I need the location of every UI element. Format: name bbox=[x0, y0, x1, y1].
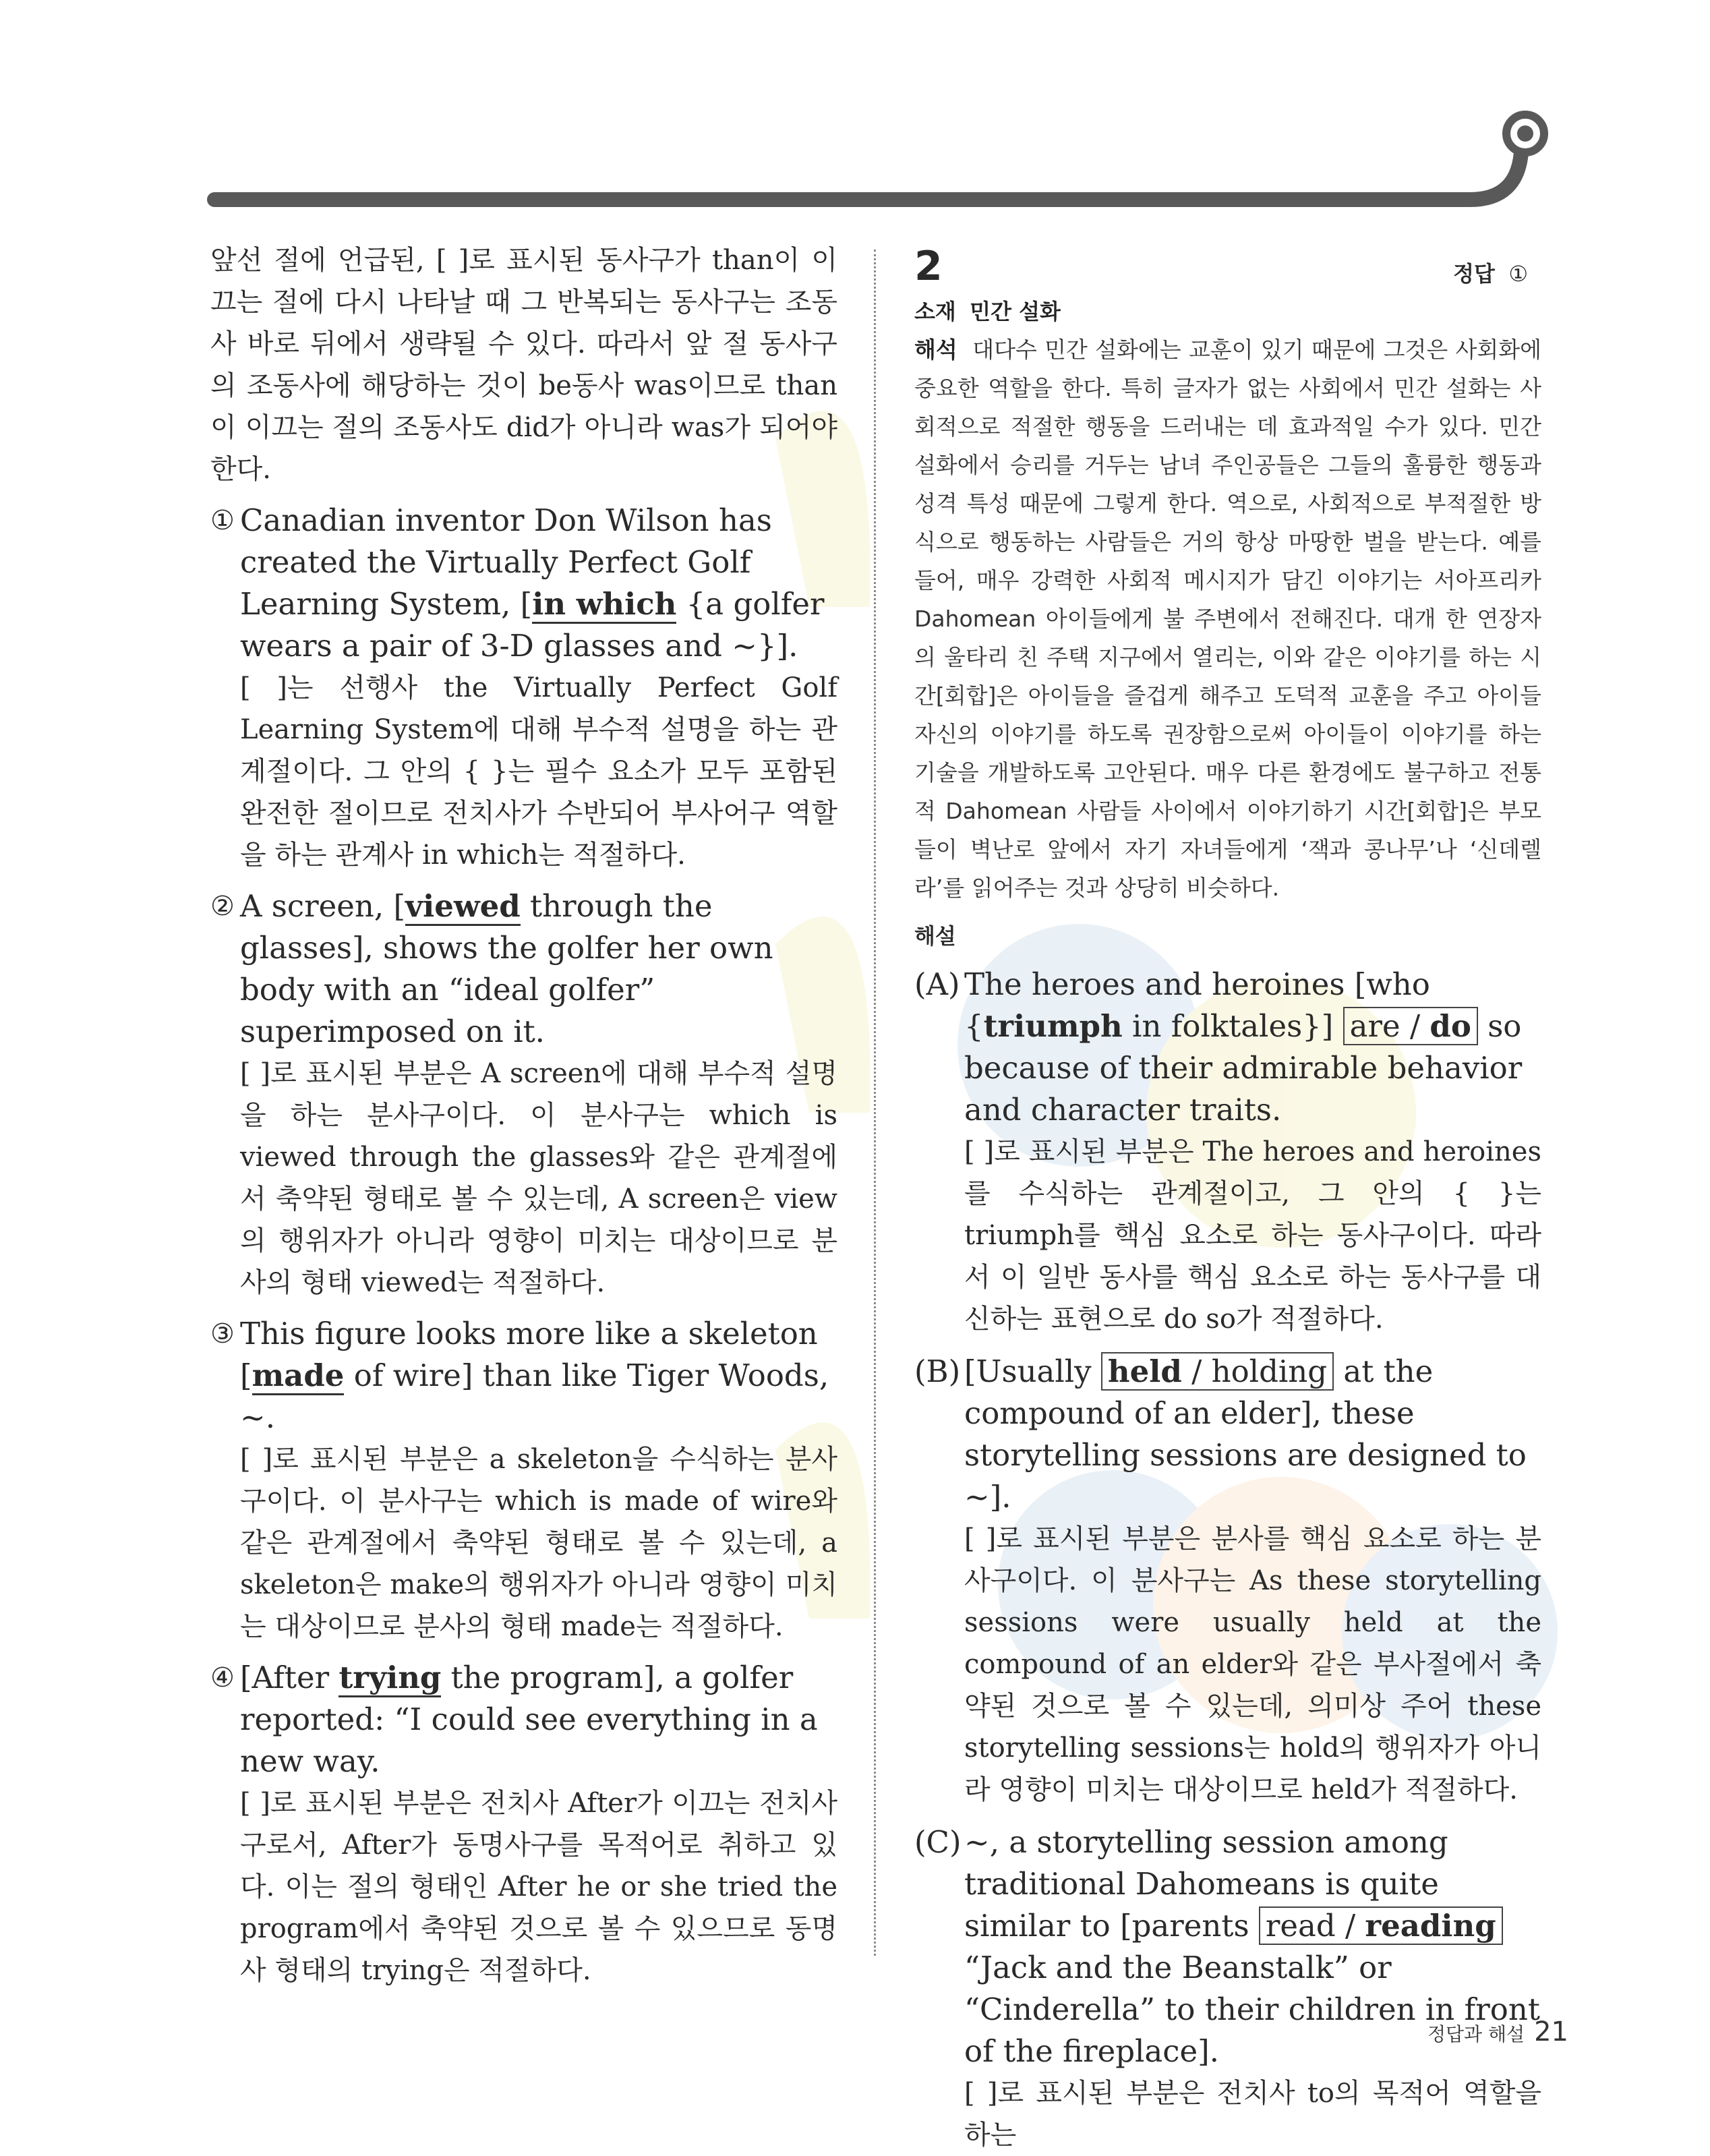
explanation-item-2 bbox=[210, 885, 837, 1304]
grammar-note: [ ]로 표시된 부분은 A screen에 대해 부수적 설명을 하는 분사구이다. 이 분사구는 which is viewed through the glasses와 같은 관계절에서 축약된 형태로 볼 수 있는데, A screen은 view의 행위자가 아니라 영향이 미치는 대상이므로 분사의 형태 viewed는 적절하다. bbox=[240, 1058, 837, 1298]
key-expression: in which bbox=[532, 586, 676, 624]
grammar-note: [ ]로 표시된 부분은 a skeleton을 수식하는 분사구이다. 이 분사구는 which is made of wire와 같은 관계절에서 축약된 형태로 볼 수 있는데, a skeleton은 make의 행위자가 아니라 영향이 미치는 대상이므로 분사의 형태 made는 적절하다. bbox=[240, 1444, 837, 1642]
example-sentence: The heroes and heroines [who {triumph in folktales}] are / do so because of their admirable behavior and character traits. bbox=[964, 966, 1523, 1128]
example-sentence: [After trying the program], a golfer reported: “I could see everything in a new way. bbox=[240, 1660, 818, 1779]
item-letter: (A) bbox=[914, 966, 960, 1002]
item-number: ④ bbox=[210, 1662, 235, 1693]
header-bar bbox=[0, 0, 1710, 229]
explanation-item-a bbox=[914, 964, 1541, 1340]
grammar-note: [ ]로 표시된 부분은 전치사 to의 목적어 역할을 하는 bbox=[964, 2078, 1541, 2151]
column-divider bbox=[874, 250, 876, 1956]
footer-text: 정답과 해설 bbox=[1427, 2023, 1525, 2045]
explanation-item-b bbox=[914, 1351, 1541, 1811]
item-number: ① bbox=[210, 505, 235, 536]
topic-line: 소재 민간 설화 bbox=[914, 299, 1061, 324]
example-sentence: This figure looks more like a skeleton [made of wire] than like Tiger Woods, ~. bbox=[240, 1316, 829, 1435]
explanation-item-3 bbox=[210, 1313, 837, 1648]
example-sentence: Canadian inventor Don Wilson has created the Virtually Perfect Golf Learning System, [in which {a golfer wears a pair of 3-D glasses and ~}]. bbox=[240, 502, 825, 664]
translation-paragraph: 해석 대다수 민간 설화에는 교훈이 있기 때문에 그것은 사회화에 중요한 역할을 한다. 특히 글자가 없는 사회에서 민간 설화는 사회적으로 적절한 행동을 드러내는 데 효과적일 수가 있다. 민간 설화에서 승리를 거두는 남녀 주인공들은 그들의 훌륭한 행동과 성격 특성 때문에 그렇게 한다. 역으로, 사회적으로 부적절한 방식으로 행동하는 사람들은 거의 항상 마땅한 벌을 받는다. 예를 들어, 매우 강력한 사회적 메시지가 담긴 이야기는 서아프리카 Dahomean 아이들에게 불 주변에서 전해진다. 대개 한 연장자의 울타리 친 주택 지구에서 열리는, 이와 같은 이야기를 하는 시간[회합]은 아이들을 즐겁게 해주고 도덕적 교훈을 주고 아이들 자신의 이야기를 하도록 권장함으로써 아이들이 이야기를 하는 기술을 개발하도록 고안된다. 매우 다른 환경에도 불구하고 전통적 Dahomean 사람들 사이에서 이야기하기 시간[회합]은 부모들이 벽난로 앞에서 자기 자녀들에게 ‘잭과 콩나무’나 ‘신데렐라’를 읽어주는 것과 상당히 비슷하다. bbox=[914, 337, 1541, 901]
explanation-item-c bbox=[914, 1822, 1541, 2156]
left-column bbox=[210, 239, 837, 1991]
example-sentence: [Usually held / holding at the compound of an elder], these storytelling sessions are designed to ~]. bbox=[964, 1353, 1527, 1515]
page-number: 21 bbox=[1534, 2016, 1568, 2047]
grammar-note: [ ]로 표시된 부분은 분사를 핵심 요소로 하는 분사구이다. 이 분사구는 As these storytelling sessions were usually held at the compound of an elder와 같은 부사절에서 축약된 것으로 볼 수 있는데, 의미상 주어 these storytelling sessions는 hold의 행위자가 아니라 영향이 미치는 대상이므로 held가 적절하다. bbox=[964, 1523, 1541, 1805]
grammar-note: [ ]로 표시된 부분은 The heroes and heroines를 수식하는 관계절이고, 그 안의 { }는 triumph를 핵심 요소로 하는 동사구이다. 따라서 이 일반 동사를 핵심 요소로 하는 동사구를 대신하는 표현으로 do so가 적절하다. bbox=[964, 1136, 1541, 1335]
answer-choice-box: read / reading bbox=[1259, 1906, 1503, 1945]
item-number: ③ bbox=[210, 1318, 235, 1349]
explanation-label: 해설 bbox=[914, 923, 956, 949]
key-expression: trying bbox=[338, 1660, 441, 1697]
answer-choice-box: held / holding bbox=[1101, 1352, 1334, 1391]
item-number: ② bbox=[210, 891, 235, 922]
key-expression: viewed bbox=[405, 888, 521, 926]
example-sentence: ~, a storytelling session among traditional Dahomeans is quite similar to [parents read / reading “Jack and the Beanstalk” or “Cinderella” to their children in front of the fireplace]. bbox=[964, 1824, 1540, 2069]
question-header bbox=[914, 239, 1541, 293]
location-pin-icon bbox=[1506, 115, 1544, 152]
explanation-item-1 bbox=[210, 500, 837, 876]
answer-indicator: 정답 ① bbox=[1453, 261, 1528, 287]
explanation-item-4 bbox=[210, 1657, 837, 1991]
grammar-note: [ ]로 표시된 부분은 전치사 After가 이끄는 전치사구로서, After가 동명사구를 목적어로 취하고 있다. 이는 절의 형태인 After he or she tried the program에서 축약된 것으로 볼 수 있으므로 동명사 형태의 trying은 적절하다. bbox=[240, 1788, 837, 1986]
key-expression: made bbox=[252, 1358, 345, 1395]
page-footer bbox=[1427, 2016, 1568, 2047]
grammar-note: [ ]는 선행사 the Virtually Perfect Golf Learning System에 대해 부수적 설명을 하는 관계절이다. 그 안의 { }는 필수 요소가 모두 포함된 완전한 절이므로 전치사가 수반되어 부사어구 역할을 하는 관계사 in which는 적절하다. bbox=[240, 672, 837, 871]
example-sentence: A screen, [viewed through the glasses], shows the golfer her own body with an “ideal golfer” superimposed on it. bbox=[240, 888, 773, 1049]
item-letter: (C) bbox=[914, 1824, 962, 1860]
intro-paragraph: 앞선 절에 언급된, [ ]로 표시된 동사구가 than이 이끄는 절에 다시 나타날 때 그 반복되는 동사구는 조동사 바로 뒤에서 생략될 수 있다. 따라서 앞 절 동사구의 조동사에 해당하는 것이 be동사 was이므로 than이 이끄는 절의 조동사도 did가 아니라 was가 되어야 한다. bbox=[210, 245, 837, 485]
answer-choice-box: are / do bbox=[1343, 1007, 1478, 1045]
question-number: 2 bbox=[914, 243, 943, 290]
right-column bbox=[914, 239, 1541, 2156]
item-letter: (B) bbox=[914, 1353, 961, 1389]
